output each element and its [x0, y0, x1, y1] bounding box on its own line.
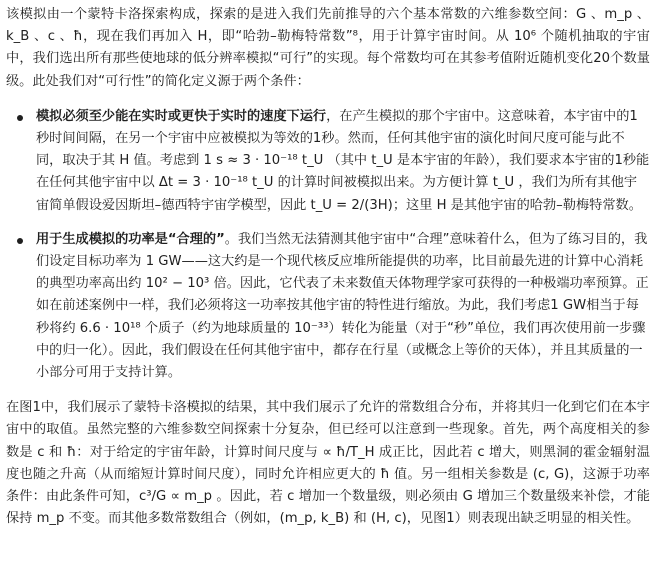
conditions-list [6, 106, 650, 384]
bullet-dot-icon [17, 238, 23, 244]
condition-body-realtime: ，在产生模拟的那个宇宙中。这意味着，本宇宙中的1秒时间间隔，在另一个宇宙中应被模拟为等效的1秒。然而，任何其他宇宙的演化时间尺度可能与此不同，取决于其 H 值。考虑到 1 s ≈ 3 · 10⁻¹⁸ t_U （其中 t_U 是本宇宙的年龄），我们要求本宇宙的1秒能在任何其他宇宙中以 Δt = 3 · 10⁻¹⁸ t_U 的计算时间被模拟出来。为方便计算 t_U ，我们为所有其他宇宙简单假设爱因斯坦–德西特宇宙学模型，因此 t_U = 2/(3H)；这里 H 是其他宇宙的哈勃–勒梅特常数。 [36, 108, 650, 213]
bullet-dot-icon [17, 115, 23, 121]
closing-paragraph: 在图1中，我们展示了蒙特卡洛模拟的结果，其中我们展示了允许的常数组合分布，并将其归一化到它们在本宇宙中的取值。虽然完整的六维参数空间探索十分复杂，但已经可以注意到一些现象。首先，两个高度相关的参数是 c 和 ħ：对于给定的宇宙年龄，计算时间尺度与 ∝ ħ/T_H 成正比，因此若 c 增大，则黑洞的霍金辐射温度也随之升高（从而缩短计算时间尺度），同时允许相应更大的 ħ 值。另一组相关参数是 (c, G)，这源于功率条件：由此条件可知，c³/G ∝ m_p 。因此，若 c 增加一个数量级，则必须由 G 增加三个数量级来补偿，才能保持 m_p 不变。而其他多数常数组合（例如，(m_p, k_B) 和 (H, c)，见图1）则表现出缺乏明显的相关性。 [6, 400, 650, 527]
condition-lead-realtime: 模拟必须至少能在实时或更快于实时的速度下运行 [36, 108, 327, 124]
condition-item-power [6, 229, 650, 384]
condition-lead-power: 用于生成模拟的功率是“合理的” [36, 231, 225, 247]
intro-paragraph: 该模拟由一个蒙特卡洛探索构成，探索的是进入我们先前推导的六个基本常数的六维参数空间：G 、m_p 、k_B 、c 、ħ，现在我们再加入 H，即“哈勃–勒梅特常数”⁸，用于计算宇宙时间。从 10⁶ 个随机抽取的宇宙中，我们选出所有那些使地球的低分辨率模拟“可行”的实现。每个常数均可在其参考值附近随机变化20个数量级。此处我们对“可行性”的简化定义源于两个条件： [6, 7, 650, 89]
condition-body-power: 。我们当然无法猜测其他宇宙中“合理”意味着什么，但为了练习目的，我们设定目标功率为 1 GW——这大约是一个现代核反应堆所能提供的功率，比目前最先进的计算中心消耗的典型功率高出约 10² − 10³ 倍。因此，它代表了未来数值天体物理学家可获得的一种极端功率预算。正如在前述案例中一样，我们必须将这一功率按其他宇宙的特性进行缩放。为此，我们考虑1 GW相当于每秒将约 6.6 · 10¹⁸ 个质子（约为地球质量的 10⁻³³）转化为能量（对于“秒”单位，我们再次使用前一步骤中的归一化）。因此，我们假设在任何其他宇宙中，都存在行星（或概念上等价的天体），并且其质量的一小部分可用于支持计算。 [36, 231, 649, 381]
condition-item-realtime [6, 106, 650, 217]
